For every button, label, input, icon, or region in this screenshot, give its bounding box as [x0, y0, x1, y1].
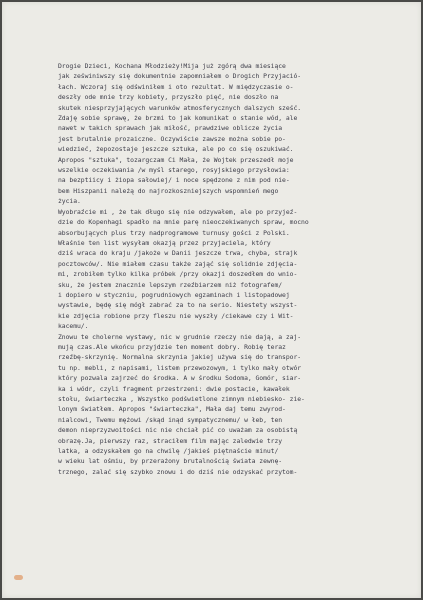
letter-line: lonym światłem. Apropos "świarteczka", Mała daj temu zwyrod-	[58, 405, 286, 414]
letter-line: mi, zrobiłem tylko kilka próbek /przy okazji doszedłem do wnio-	[58, 270, 298, 279]
letter-line: na bezptiicy i żiopa sałowiej/ i noce spędzone z nim pod nie-	[58, 176, 290, 185]
letter-line: stołu, świarteczka , Wszystko podświetlone zimnym niebiesko- zie-	[58, 395, 305, 403]
letter-line: obrazę.Ja, pierwszy raz, straciłem film mając zaledwie trzy	[58, 436, 283, 445]
letter-line: pocztowców/. Nie miałem czasu także zająć się solidnie zdjęcia-	[58, 259, 298, 268]
letter-line: nawet w takich sprawach jak miłość, prawdziwe oblicze życia	[58, 124, 283, 133]
letter-line: absorbujących plus trzy nadprogramowe turnusy gości z Polski.	[58, 228, 290, 237]
letter-line: i dopiero w styczniu, pogrudniowych egzaminach i listopadowej	[58, 290, 290, 299]
letter-line: w wieku lat ośmiu, by przerażony brutalnością świata zewnę-	[58, 457, 283, 466]
letter-line: życia.	[58, 197, 81, 206]
letter-line: wystawie, będę się mógł zabrać za to na serio. Niestety wszyst-	[58, 301, 298, 310]
letter-line: sku, że jestem znacznie lepszym rzeźbiarzem niż fotografem/	[58, 280, 283, 289]
letter-line: jest brutalnie prozaiczne. Oczywiście zawsze można sobie po-	[58, 134, 286, 143]
punch-hole	[14, 575, 23, 580]
letter-line: trznego, zalać się szybko znowu i do dziś nie odzyskać przytom-	[58, 467, 298, 476]
letter-line: Znowu te cholerne wystawy, nic w grudnie rzeczy nie dają, a zaj-	[58, 332, 302, 341]
letter-line: Właśnie ten list wysyłam okazją przez przyjaciela, który	[58, 238, 271, 247]
letter-line: Apropos "sztuka", tozargczam Ci Mała, że Wojtek przeszedł moje	[58, 155, 294, 164]
letter-line: tu np. mebli, z napisami, listem przewozowym, i tylko mały otwór	[58, 363, 302, 372]
letter-line: bem Hiszpanii należą do najrozkoszniejszych wspomnień mego	[58, 186, 279, 195]
letter-line: nialcowi, Twemu mężowi /skąd inąd sympatycznemu/ w łeb, ten	[58, 415, 283, 424]
letter-line: kie zdjęcia robione przy fleszu nie wyszły /ciekawe czy i Wit-	[58, 311, 294, 320]
letter-line: jak zeświniwszy się dokumentnie zapomniałem o Drogich Przyjació-	[58, 72, 302, 81]
letter-line: Wyobraźcie mi , że tak długo się nie odzywałem, ale po przyjeź-	[58, 207, 298, 216]
letter-line: skutek niesprzyjających warunków atmosferycznych dalszych sześć.	[58, 103, 302, 112]
letter-line: ka i wódr, czyli fragment przestrzeni: dwie postacie, kawałek	[58, 384, 290, 393]
letter-line: Zdaję sobie sprawę, że brzmi to jak komunikat o stanie wód, ale	[58, 114, 298, 123]
letter-line: który pozwala zajrzeć do środka. A w środku Sodoma, Gomór, siar-	[58, 374, 302, 383]
letter-line: wiedzieć, żepozostaje jeszcze sztuka, ale po co się oszukiwać.	[58, 145, 294, 154]
letter-line: demon nieprzyzwoitości nic nie chciał pić co uważam za osobistą	[58, 426, 298, 435]
letter-page	[2, 2, 421, 598]
letter-body	[58, 61, 398, 477]
letter-line: Drogie Dzieci, Kochana Młodzieży!Mija już zgórą dwa miesiące	[58, 62, 286, 70]
letter-line: mują czas.Ale wkońcu przyjdzie ten moment dobry. Robię teraz	[58, 342, 286, 351]
letter-line: łach. Wczoraj się odświniłem i oto rezultat. W międzyczasie o-	[58, 82, 294, 91]
letter-line: wszelkie oczekiwania /w myśl starego, rosyjskiego przysłowia:	[58, 166, 290, 175]
letter-line: latka, a odzyskałem go na chwilę /jakieś piętnaście minut/	[58, 447, 279, 456]
letter-line: rzeźbę-skrzynię. Normalna skrzynia jakiej używa się do transpor-	[58, 353, 302, 362]
letter-line: dzie do Kopenhagi spadło na mnie parę nieoczekiwanych spraw, mocno	[58, 218, 309, 227]
letter-line: kacemu/.	[58, 322, 89, 331]
letter-line: deszły ode mnie trzy kobiety, przyszło pięć, nie doszło na	[58, 93, 279, 102]
letter-line: dziś wraca do kraju /jakoże w Danii jeszcze trwa, chyba, strajk	[58, 249, 298, 258]
